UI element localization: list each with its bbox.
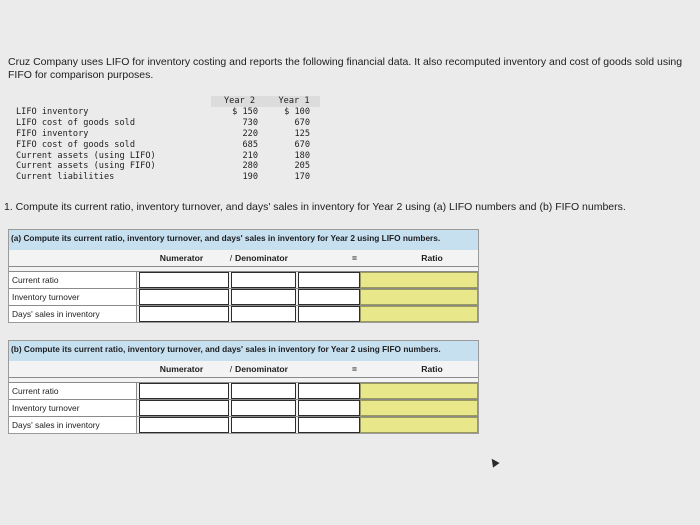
year-2-value: $ 150 [232, 106, 258, 117]
part-b-panel [8, 340, 479, 434]
row-label: Days' sales in inventory [9, 417, 137, 433]
year-2-value: 190 [242, 172, 258, 183]
equals-symbol: = [351, 253, 358, 263]
divide-symbol: / [229, 364, 233, 374]
denominator-header: Denominator [235, 364, 288, 374]
numerator-input[interactable] [139, 400, 229, 416]
year-2-value: 730 [242, 117, 258, 128]
denominator-input-extra[interactable] [298, 417, 360, 433]
divide-symbol: / [229, 253, 233, 263]
row-label: FIFO cost of goods sold [16, 139, 135, 150]
denominator-input[interactable] [231, 417, 297, 433]
year-1-value: $ 100 [284, 106, 310, 117]
denominator-input[interactable] [231, 272, 297, 288]
table-row [9, 288, 478, 305]
numerator-header: Numerator [159, 253, 204, 263]
denominator-input[interactable] [231, 383, 297, 399]
part-b-heading: (b) Compute its current ratio, inventory turnover, and days' sales in inventory for Year 2 using FIFO numbers. [9, 341, 478, 361]
financial-row [16, 129, 320, 140]
financial-row [16, 151, 320, 162]
row-label: Inventory turnover [9, 400, 137, 416]
year-2-value: 280 [242, 161, 258, 172]
ratio-header: Ratio [421, 364, 443, 374]
year-2-value: 220 [242, 128, 258, 139]
denominator-input-extra[interactable] [298, 289, 360, 305]
denominator-input[interactable] [231, 306, 297, 322]
ratio-input[interactable] [360, 400, 478, 416]
row-label: Days' sales in inventory [9, 306, 137, 322]
part-a-column-headers [9, 250, 478, 266]
denominator-input[interactable] [231, 400, 297, 416]
year-1-value: 125 [294, 128, 310, 139]
mouse-cursor-icon [488, 456, 499, 467]
row-label: LIFO cost of goods sold [16, 117, 135, 128]
numerator-input[interactable] [139, 383, 229, 399]
numerator-input[interactable] [139, 417, 229, 433]
part-b-column-headers [9, 361, 478, 377]
denominator-input-extra[interactable] [298, 272, 360, 288]
numerator-input[interactable] [139, 272, 229, 288]
table-row [9, 305, 478, 322]
numerator-header: Numerator [159, 364, 204, 374]
part-a-panel [8, 229, 479, 323]
row-label: Current assets (using LIFO) [16, 150, 156, 161]
financial-row [16, 161, 320, 172]
row-label: Current liabilities [16, 172, 115, 183]
ratio-header: Ratio [421, 253, 443, 263]
year-2-header: Year 2 [211, 96, 268, 107]
year-1-value: 170 [294, 172, 310, 183]
row-label: LIFO inventory [16, 106, 89, 117]
intro-text: Cruz Company uses LIFO for inventory costing and reports the following financial data. It also recomputed inventory and cost of goods sold using FIFO for comparison purposes. [8, 56, 683, 81]
equals-symbol: = [351, 364, 358, 374]
year-2-value: 210 [242, 150, 258, 161]
ratio-input[interactable] [360, 272, 478, 288]
year-1-header: Year 1 [268, 96, 320, 107]
year-1-value: 205 [294, 161, 310, 172]
year-1-value: 670 [294, 117, 310, 128]
financial-data-table [16, 96, 320, 183]
numerator-input[interactable] [139, 306, 229, 322]
row-label: Inventory turnover [9, 289, 137, 305]
ratio-input[interactable] [360, 417, 478, 433]
year-1-value: 180 [294, 150, 310, 161]
table-row [9, 416, 478, 433]
part-a-heading: (a) Compute its current ratio, inventory turnover, and days' sales in inventory for Year 2 using LIFO numbers. [9, 230, 478, 250]
ratio-input[interactable] [360, 289, 478, 305]
ratio-input[interactable] [360, 306, 478, 322]
financial-header-row [16, 96, 320, 107]
row-label: Current ratio [9, 383, 137, 399]
row-label: Current assets (using FIFO) [16, 161, 156, 172]
denominator-input-extra[interactable] [298, 383, 360, 399]
row-label: FIFO inventory [16, 128, 89, 139]
financial-row [16, 172, 320, 183]
year-2-value: 685 [242, 139, 258, 150]
denominator-input[interactable] [231, 289, 297, 305]
question-text: 1. Compute its current ratio, inventory turnover, and days' sales in inventory for Year 2 using (a) LIFO numbers and (b) FIFO numbers. [4, 201, 626, 213]
row-label: Current ratio [9, 272, 137, 288]
financial-row [16, 140, 320, 151]
table-row [9, 399, 478, 416]
table-row [9, 271, 478, 288]
denominator-input-extra[interactable] [298, 400, 360, 416]
table-row [9, 382, 478, 399]
financial-row [16, 107, 320, 118]
financial-row [16, 118, 320, 129]
denominator-input-extra[interactable] [298, 306, 360, 322]
ratio-input[interactable] [360, 383, 478, 399]
numerator-input[interactable] [139, 289, 229, 305]
denominator-header: Denominator [235, 253, 288, 263]
year-1-value: 670 [294, 139, 310, 150]
